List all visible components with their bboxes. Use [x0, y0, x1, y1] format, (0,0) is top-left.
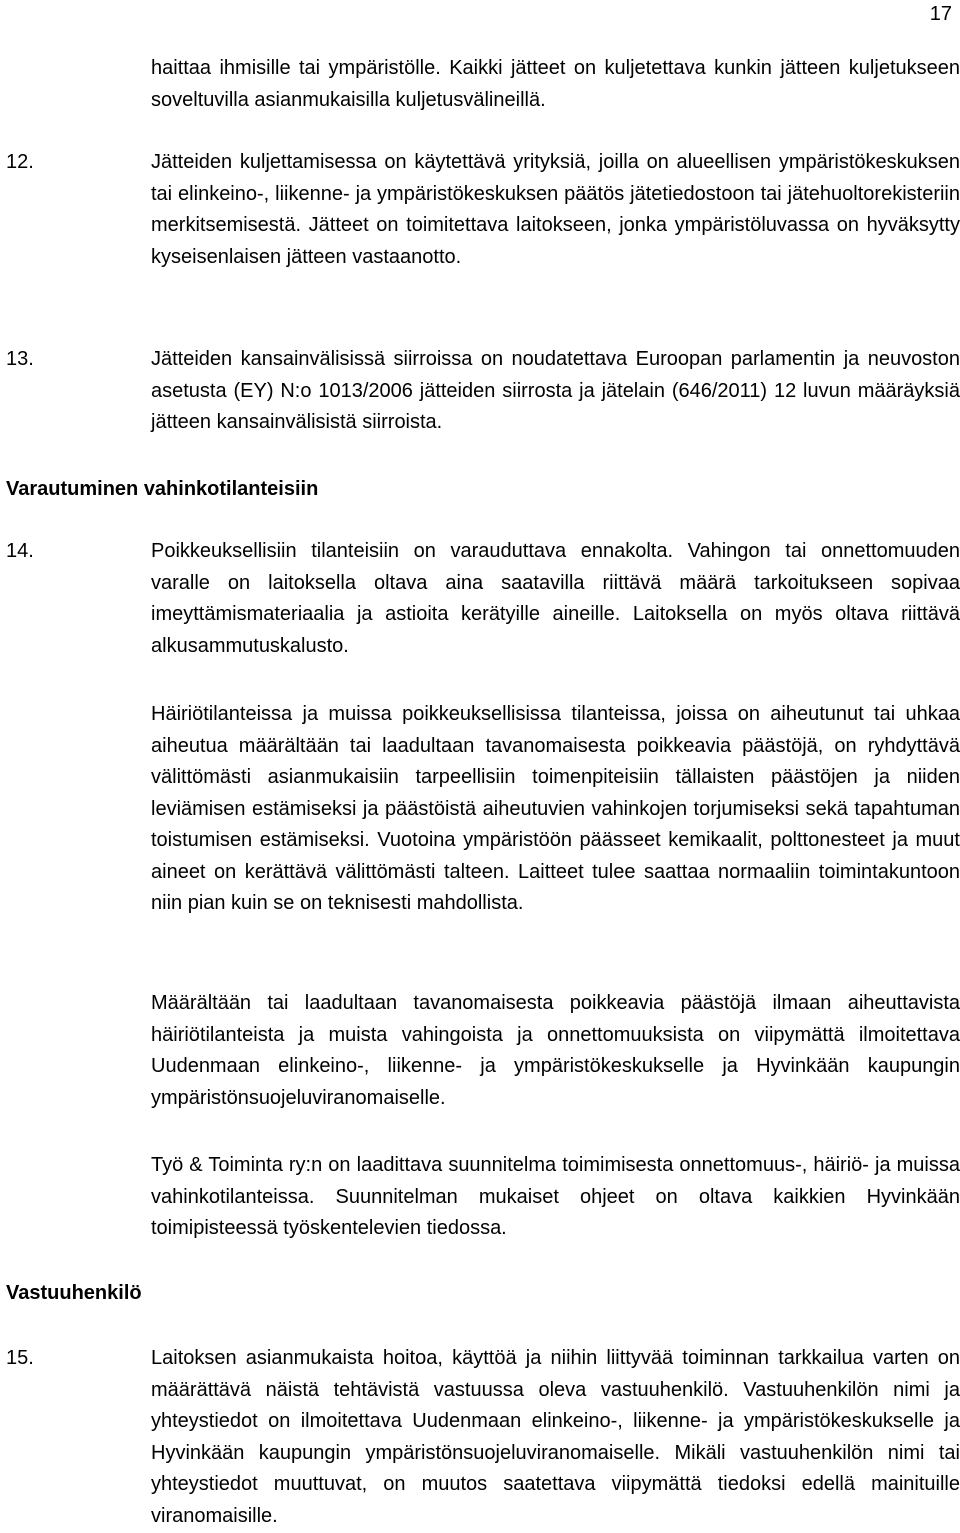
- numbered-item-15: [6, 1343, 960, 1532]
- item-number: 15.: [6, 1347, 34, 1369]
- numbered-item-13: [6, 344, 960, 439]
- item-number: 13.: [6, 348, 34, 370]
- paragraph-ilmoitus: Määrältään tai laadultaan tavanomaisesta poikkeavia päästöjä ilmaan aiheuttavista häiriötilanteista ja muista vahingoista ja onnettomuuksista on viipymättä ilmoitettava Uudenmaan elinkeino-, liikenne- ja ympäristökeskukselle ja Hyvinkään kaupungin ympäristönsuojeluviranomaiselle.: [151, 992, 960, 1109]
- item-text: Jätteiden kansainvälisissä siirroissa on noudatettava Euroopan parlamentin ja neuvoston asetusta (EY) N:o 1013/2006 jätteiden siirrosta ja jätelain (646/2011) 12 luvun määräyksiä jätteen kansainvälisistä siirroista.: [151, 348, 960, 433]
- paragraph-suunnitelma: Työ & Toiminta ry:n on laadittava suunnitelma toimimisesta onnettomuus-, häiriö- ja muissa vahinkotilanteissa. Suunnitelman mukaiset ohjeet on oltava kaikkien Hyvinkään toimipisteessä työskentelevien tiedossa.: [151, 1154, 960, 1239]
- numbered-item-12: [6, 147, 960, 273]
- section-heading-varautuminen: Varautuminen vahinkotilanteisiin: [6, 478, 319, 500]
- item-number: 14.: [6, 540, 34, 562]
- continuation-paragraph: haittaa ihmisille tai ympäristölle. Kaikki jätteet on kuljetettava kunkin jätteen kuljetukseen soveltuvilla asianmukaisilla kuljetusvälineillä.: [151, 57, 960, 111]
- item-text: Poikkeuksellisiin tilanteisiin on varauduttava ennakolta. Vahingon tai onnettomuuden varalle on laitoksella oltava aina saatavilla riittävä määrä tarkoitukseen sopivaa imeyttämismateriaalia ja astioita kerätyille aineille. Laitoksella on myös oltava riittävä alkusammutuskalusto.: [151, 540, 960, 657]
- item-number: 12.: [6, 151, 34, 173]
- paragraph-hairiotilanteet: Häiriötilanteissa ja muissa poikkeuksellisissa tilanteissa, joissa on aiheutunut tai uhkaa aiheutua määrältään tai laadultaan tavanomaisesta poikkeavia päästöjä, on ryhdyttävä välittömästi asianmukaisiin tarpeellisiin toimenpiteisiin tällaisten päästöjen ja niiden leviämisen estämiseksi ja päästöistä aiheutuvien vahinkojen torjumiseksi sekä tapahtuman toistumisen estämiseksi. Vuotoina ympäristöön päässeet kemikaalit, polttonesteet ja muut aineet on kerättävä välittömästi talteen. Laitteet tulee saattaa normaaliin toimintakuntoon niin pian kuin se on teknisesti mahdollista.: [151, 703, 960, 914]
- page-number: 17: [929, 3, 952, 25]
- item-text: Jätteiden kuljettamisessa on käytettävä yrityksiä, joilla on alueellisen ympäristökeskuksen tai elinkeino-, liikenne- ja ympäristökeskuksen päätös jätetiedostoon tai jätehuoltorekisteriin merkitsemisestä. Jätteet on toimitettava laitokseen, jonka ympäristöluvassa on hyväksytty kyseisenlaisen jätteen vastaanotto.: [151, 151, 960, 268]
- section-heading-vastuuhenkilo: Vastuuhenkilö: [6, 1282, 142, 1304]
- item-text: Laitoksen asianmukaista hoitoa, käyttöä ja niihin liittyvää toiminnan tarkkailua varten on määrättävä näistä tehtävistä vastuussa oleva vastuuhenkilö. Vastuuhenkilön nimi ja yhteystiedot on ilmoitettava Uudenmaan elinkeino-, liikenne- ja ympäristökeskukselle ja Hyvinkään kaupungin ympäristönsuojeluviranomaiselle. Mikäli vastuuhenkilön nimi tai yhteystiedot muuttuvat, on muutos saatettava viipymättä tiedoksi edellä mainituille viranomaisille.: [151, 1347, 960, 1527]
- numbered-item-14: [6, 536, 960, 662]
